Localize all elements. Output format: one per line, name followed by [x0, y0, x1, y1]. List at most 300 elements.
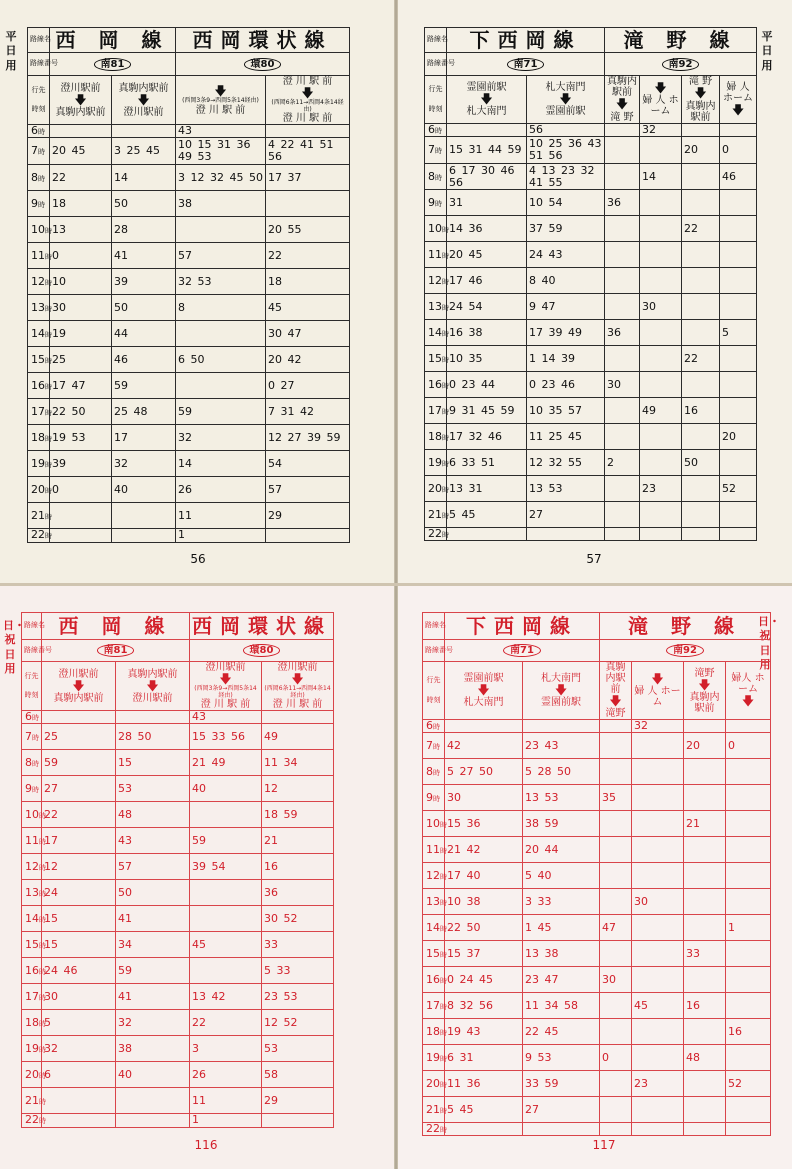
departure-minutes: 5 45: [447, 502, 527, 528]
departure-minutes: 45: [266, 295, 350, 321]
dest-time-label: [425, 76, 447, 124]
hour-cell: [423, 967, 445, 993]
hour-suffix: 時: [45, 512, 52, 521]
departure-minutes: 46: [112, 347, 176, 373]
route-number-label: 路線番号: [22, 640, 42, 662]
hour-cell: [425, 190, 447, 216]
hour-row: [423, 720, 771, 733]
direction-from: 滝 野: [688, 76, 713, 88]
hour-row: [22, 711, 334, 724]
departure-minutes: 22 45: [523, 1019, 600, 1045]
hour-cell: [28, 165, 50, 191]
hour-suffix: 時: [45, 532, 52, 541]
departure-minutes: [720, 502, 757, 528]
departure-minutes: 4 13 23 32 41 55: [527, 164, 605, 190]
departure-minutes: 32: [176, 425, 266, 451]
hour-suffix: 時: [45, 252, 52, 261]
hour-row: [22, 1010, 334, 1036]
departure-minutes: 13 42: [190, 984, 262, 1010]
hour-row: [22, 906, 334, 932]
departure-minutes: [600, 993, 632, 1019]
departure-minutes: 3: [190, 1036, 262, 1062]
departure-minutes: [684, 837, 726, 863]
departure-minutes: [632, 1123, 684, 1136]
hour-row: [22, 854, 334, 880]
timetable: [27, 27, 350, 543]
hour-cell: [28, 373, 50, 399]
departure-minutes: 47: [600, 915, 632, 941]
side-label: 平日用: [761, 30, 773, 72]
hour-suffix: 時: [440, 872, 447, 881]
departure-minutes: 17: [42, 828, 116, 854]
hour-cell: [22, 880, 46, 906]
hour-suffix: 時: [45, 434, 52, 443]
departure-minutes: 10 25 36 43 51 56: [527, 137, 605, 164]
hour-number: 17: [31, 404, 45, 418]
hour-number: 11: [426, 842, 440, 856]
direction-header: [640, 76, 682, 124]
hour-number: 19: [426, 1050, 440, 1064]
departure-minutes: [176, 217, 266, 243]
hour-cell: [423, 1123, 445, 1136]
route-number-cell: [445, 640, 600, 662]
departure-minutes: 13 31: [447, 476, 527, 502]
departure-minutes: 38: [176, 191, 266, 217]
hour-cell: [22, 1088, 46, 1114]
direction-header: [176, 76, 266, 125]
departure-minutes: 10 54: [527, 190, 605, 216]
departure-minutes: [600, 863, 632, 889]
dest-time-label: [423, 662, 445, 720]
hour-cell: [425, 424, 447, 450]
departure-minutes: [640, 424, 682, 450]
direction-to: 霊園前駅: [541, 697, 581, 709]
departure-minutes: 22 50: [445, 915, 523, 941]
hour-row: [425, 216, 757, 242]
hour-row: [423, 1123, 771, 1136]
departure-minutes: [605, 268, 640, 294]
arrow-down-icon: 🡇: [74, 92, 87, 107]
departure-minutes: 22: [682, 346, 720, 372]
departure-minutes: 18: [266, 269, 350, 295]
hour-number: 11: [428, 247, 442, 261]
departure-minutes: 15 31 44 59: [447, 137, 527, 164]
departure-minutes: [682, 320, 720, 346]
hour-cell: [28, 503, 50, 529]
arrow-down-icon: 🡇: [146, 678, 159, 693]
hour-cell: [22, 828, 46, 854]
direction-header: [605, 76, 640, 124]
departure-minutes: 10 35 57: [527, 398, 605, 424]
departure-minutes: [720, 398, 757, 424]
departure-minutes: [600, 1097, 632, 1123]
hour-number: 17: [428, 403, 442, 417]
hour-number: 6: [25, 710, 32, 724]
departure-minutes: 50: [116, 880, 190, 906]
hour-row: [423, 967, 771, 993]
departure-minutes: 5: [42, 1010, 116, 1036]
hour-suffix: 時: [45, 304, 52, 313]
departure-minutes: [726, 1045, 771, 1071]
hour-cell: [423, 993, 445, 1019]
departure-minutes: [42, 711, 116, 724]
direction-to: 澄 川 駅 前: [272, 699, 323, 711]
departure-minutes: 8 32 56: [445, 993, 523, 1019]
departure-minutes: 5 27 50: [445, 759, 523, 785]
departure-minutes: [605, 294, 640, 320]
side-label: 日・祝日用: [3, 619, 25, 675]
departure-minutes: [640, 137, 682, 164]
hour-number: 10: [426, 816, 440, 830]
departure-minutes: [600, 759, 632, 785]
hour-suffix: 時: [39, 811, 46, 820]
direction-to: 真駒内駅前: [685, 100, 716, 123]
departure-minutes: 20 42: [266, 347, 350, 373]
departure-minutes: [684, 1097, 726, 1123]
hour-number: 20: [25, 1067, 39, 1081]
departure-minutes: 12: [262, 776, 334, 802]
departure-minutes: 14: [640, 164, 682, 190]
departure-minutes: 49: [262, 724, 334, 750]
hour-cell: [22, 958, 46, 984]
departure-minutes: 48: [684, 1045, 726, 1071]
arrow-down-icon: 🡇: [741, 694, 755, 708]
departure-minutes: 23 47: [523, 967, 600, 993]
departure-minutes: 22: [682, 216, 720, 242]
hour-suffix: 時: [442, 485, 449, 494]
hour-suffix: 時: [435, 127, 442, 135]
departure-minutes: [640, 346, 682, 372]
hour-row: [22, 1088, 334, 1114]
departure-minutes: 37 59: [527, 216, 605, 242]
hour-cell: [28, 451, 50, 477]
route-number-badge: 環80: [243, 644, 281, 657]
arrow-down-icon: 🡇: [559, 91, 572, 106]
route-number-badge: 環80: [244, 58, 282, 71]
time-label: 時刻: [31, 105, 46, 114]
departure-minutes: 0: [50, 243, 112, 269]
departure-minutes: 15: [42, 906, 116, 932]
arrow-down-icon: 🡇: [731, 102, 745, 117]
hour-row: [22, 828, 334, 854]
direction-from: 霊園前駅: [463, 673, 504, 684]
departure-minutes: 1 14 39: [527, 346, 605, 372]
hour-row: [22, 1036, 334, 1062]
hour-number: 14: [25, 911, 39, 925]
hour-cell: [423, 915, 445, 941]
dest-label: 行先: [24, 671, 39, 680]
arrow-down-icon: 🡇: [698, 677, 711, 692]
departure-minutes: [605, 424, 640, 450]
hour-row: [423, 889, 771, 915]
departure-minutes: 24 43: [527, 242, 605, 268]
departure-minutes: 10 35: [447, 346, 527, 372]
departure-minutes: [640, 216, 682, 242]
hour-number: 12: [428, 273, 442, 287]
direction-from: 澄川駅前: [60, 82, 101, 94]
direction-from: 澄川駅前: [205, 662, 246, 673]
hour-cell: [28, 425, 50, 451]
hour-suffix: 時: [32, 714, 39, 723]
hour-row: [28, 165, 350, 191]
direction-to: 澄 川 駅 前: [195, 104, 246, 116]
route-number-cell: [42, 640, 190, 662]
hour-cell: [22, 984, 46, 1010]
hour-suffix: 時: [39, 1071, 46, 1080]
departure-minutes: 20: [682, 137, 720, 164]
arrow-down-icon: 🡇: [137, 92, 150, 107]
departure-minutes: [447, 124, 527, 137]
route-name: 西 岡 線: [50, 28, 176, 53]
direction-to: 札大南門: [463, 697, 504, 709]
hour-number: 11: [25, 833, 39, 847]
departure-minutes: [112, 503, 176, 529]
hour-suffix: 時: [442, 459, 449, 468]
departure-minutes: 18: [50, 191, 112, 217]
departure-minutes: [600, 811, 632, 837]
departure-minutes: [600, 720, 632, 733]
timetable: [424, 27, 757, 541]
departure-minutes: [720, 124, 757, 137]
departure-minutes: [445, 1123, 523, 1136]
hour-cell: [423, 1045, 445, 1071]
hour-row: [22, 776, 334, 802]
hour-suffix: 時: [433, 742, 440, 751]
direction-from: 真駒内駅前: [607, 76, 637, 99]
departure-minutes: 4 22 41 51 56: [266, 138, 350, 165]
hour-row: [28, 503, 350, 529]
hour-row: [425, 190, 757, 216]
departure-minutes: 59: [116, 958, 190, 984]
hour-suffix: 時: [38, 148, 45, 157]
departure-minutes: 25: [42, 724, 116, 750]
hour-row: [423, 941, 771, 967]
direction-to: 滝 野: [610, 111, 634, 123]
departure-minutes: 12 52: [262, 1010, 334, 1036]
hour-suffix: 時: [39, 967, 46, 976]
hour-suffix: 時: [433, 768, 440, 777]
hour-number: 17: [426, 998, 440, 1012]
departure-minutes: 49: [640, 398, 682, 424]
hour-row: [425, 502, 757, 528]
hour-suffix: 時: [39, 941, 46, 950]
hour-row: [28, 425, 350, 451]
hour-number: 21: [428, 507, 442, 521]
hour-row: [425, 450, 757, 476]
hour-row: [22, 984, 334, 1010]
arrow-down-icon: 🡇: [694, 86, 707, 101]
hour-number: 22: [428, 527, 442, 541]
departure-minutes: 27: [527, 502, 605, 528]
departure-minutes: [640, 320, 682, 346]
departure-minutes: [632, 967, 684, 993]
hour-number: 6: [428, 123, 435, 136]
hour-suffix: 時: [32, 759, 39, 768]
route-number-badge: 南71: [507, 58, 545, 71]
departure-minutes: [605, 124, 640, 137]
route-label: 路線名: [28, 28, 50, 53]
hour-number: 7: [428, 143, 435, 157]
route-name: 下西岡線: [447, 28, 605, 53]
departure-minutes: 52: [720, 476, 757, 502]
departure-minutes: 31: [447, 190, 527, 216]
hour-cell: [28, 138, 50, 165]
hour-number: 10: [428, 221, 442, 235]
departure-minutes: [190, 906, 262, 932]
departure-minutes: 57: [266, 477, 350, 503]
departure-minutes: 24: [42, 880, 116, 906]
departure-minutes: 40: [190, 776, 262, 802]
departure-minutes: 5 40: [523, 863, 600, 889]
departure-minutes: 32: [116, 1010, 190, 1036]
direction-header: [632, 662, 684, 720]
hour-row: [425, 320, 757, 346]
departure-minutes: 30: [605, 372, 640, 398]
hour-cell: [423, 837, 445, 863]
hour-cell: [425, 137, 447, 164]
departure-minutes: [605, 242, 640, 268]
departure-minutes: 25 48: [112, 399, 176, 425]
departure-minutes: [640, 450, 682, 476]
hour-number: 20: [426, 1076, 440, 1090]
route-label: 路線名: [22, 613, 42, 640]
departure-minutes: 0 27: [266, 373, 350, 399]
hour-row: [22, 802, 334, 828]
hour-row: [425, 528, 757, 541]
hour-suffix: 時: [39, 1117, 46, 1126]
side-label: 平日用: [5, 30, 17, 72]
direction-header: [682, 76, 720, 124]
departure-minutes: 5 45: [445, 1097, 523, 1123]
route-label: 路線名: [425, 28, 447, 53]
hour-number: 15: [31, 352, 45, 366]
departure-minutes: 1: [726, 915, 771, 941]
direction-to: 真駒内駅前: [689, 691, 720, 714]
hour-row: [425, 268, 757, 294]
hour-suffix: 時: [440, 1028, 447, 1037]
hour-number: 11: [31, 248, 45, 262]
departure-minutes: 59: [176, 399, 266, 425]
departure-minutes: [682, 528, 720, 541]
hour-row: [423, 993, 771, 1019]
route-name: 下西岡線: [445, 613, 600, 640]
hour-number: 15: [428, 351, 442, 365]
direction-header: [116, 662, 190, 711]
direction-header: [266, 76, 350, 125]
route-number-label: 路線番号: [28, 53, 50, 76]
departure-minutes: [726, 1097, 771, 1123]
departure-minutes: 14: [176, 451, 266, 477]
hour-cell: [423, 889, 445, 915]
hour-row: [425, 137, 757, 164]
hour-cell: [28, 295, 50, 321]
departure-minutes: [445, 720, 523, 733]
departure-minutes: [600, 941, 632, 967]
route-name: 滝 野 線: [605, 28, 757, 53]
hour-cell: [425, 450, 447, 476]
hour-row: [28, 243, 350, 269]
arrow-down-icon: 🡇: [301, 86, 314, 100]
departure-minutes: [682, 124, 720, 137]
route-note: (西岡3条9→西岡5条14経由): [182, 96, 259, 104]
direction-from: 真駒内駅前: [118, 82, 169, 94]
direction-to: 真駒内駅前: [53, 692, 104, 704]
departure-minutes: 22: [50, 165, 112, 191]
departure-minutes: [684, 915, 726, 941]
hour-cell: [425, 528, 447, 541]
hour-number: 12: [25, 859, 39, 873]
arrow-down-icon: 🡇: [554, 683, 568, 697]
departure-minutes: 28: [112, 217, 176, 243]
arrow-down-icon: 🡇: [480, 91, 493, 106]
hour-cell: [22, 750, 42, 776]
direction-from: 札大南門: [541, 673, 581, 684]
departure-minutes: 33 59: [523, 1071, 600, 1097]
departure-minutes: 59: [190, 828, 262, 854]
departure-minutes: 15: [42, 932, 116, 958]
departure-minutes: 20 44: [523, 837, 600, 863]
departure-minutes: 32: [640, 124, 682, 137]
departure-minutes: 36: [262, 880, 334, 906]
departure-minutes: 8: [176, 295, 266, 321]
departure-minutes: [726, 967, 771, 993]
hour-number: 21: [25, 1093, 39, 1107]
side-label: 日・祝日用: [758, 615, 780, 671]
hour-cell: [425, 476, 447, 502]
hour-row: [425, 124, 757, 137]
hour-cell: [22, 724, 42, 750]
departure-minutes: 50: [112, 295, 176, 321]
departure-minutes: 15 33 56: [190, 724, 262, 750]
hour-suffix: 時: [440, 950, 447, 959]
hour-cell: [425, 294, 447, 320]
departure-minutes: [640, 528, 682, 541]
hour-number: 15: [25, 937, 39, 951]
hour-suffix: 時: [433, 723, 440, 732]
hour-cell: [423, 785, 445, 811]
departure-minutes: [116, 1114, 190, 1127]
dest-label: 行先: [31, 85, 46, 94]
hour-suffix: 時: [433, 794, 440, 803]
departure-minutes: 30 47: [266, 321, 350, 347]
hour-row: [425, 294, 757, 320]
departure-minutes: 0 23 46: [527, 372, 605, 398]
direction-to: 澄 川 駅 前: [200, 699, 251, 711]
departure-minutes: [190, 802, 262, 828]
departure-minutes: 26: [190, 1062, 262, 1088]
departure-minutes: [720, 190, 757, 216]
departure-minutes: [632, 863, 684, 889]
departure-minutes: 11 25 45: [527, 424, 605, 450]
hour-row: [425, 346, 757, 372]
hour-number: 21: [426, 1102, 440, 1116]
departure-minutes: [600, 889, 632, 915]
arrow-down-icon: 🡇: [219, 672, 232, 686]
hour-number: 17: [25, 989, 39, 1003]
hour-cell: [22, 906, 46, 932]
departure-minutes: 32: [42, 1036, 116, 1062]
hour-row: [28, 321, 350, 347]
hour-row: [22, 1062, 334, 1088]
departure-minutes: [605, 346, 640, 372]
departure-minutes: [684, 967, 726, 993]
hour-cell: [423, 1019, 445, 1045]
hour-number: 22: [426, 1122, 440, 1136]
hour-row: [423, 863, 771, 889]
departure-minutes: [726, 993, 771, 1019]
hour-number: 13: [25, 885, 39, 899]
hour-row: [423, 1071, 771, 1097]
